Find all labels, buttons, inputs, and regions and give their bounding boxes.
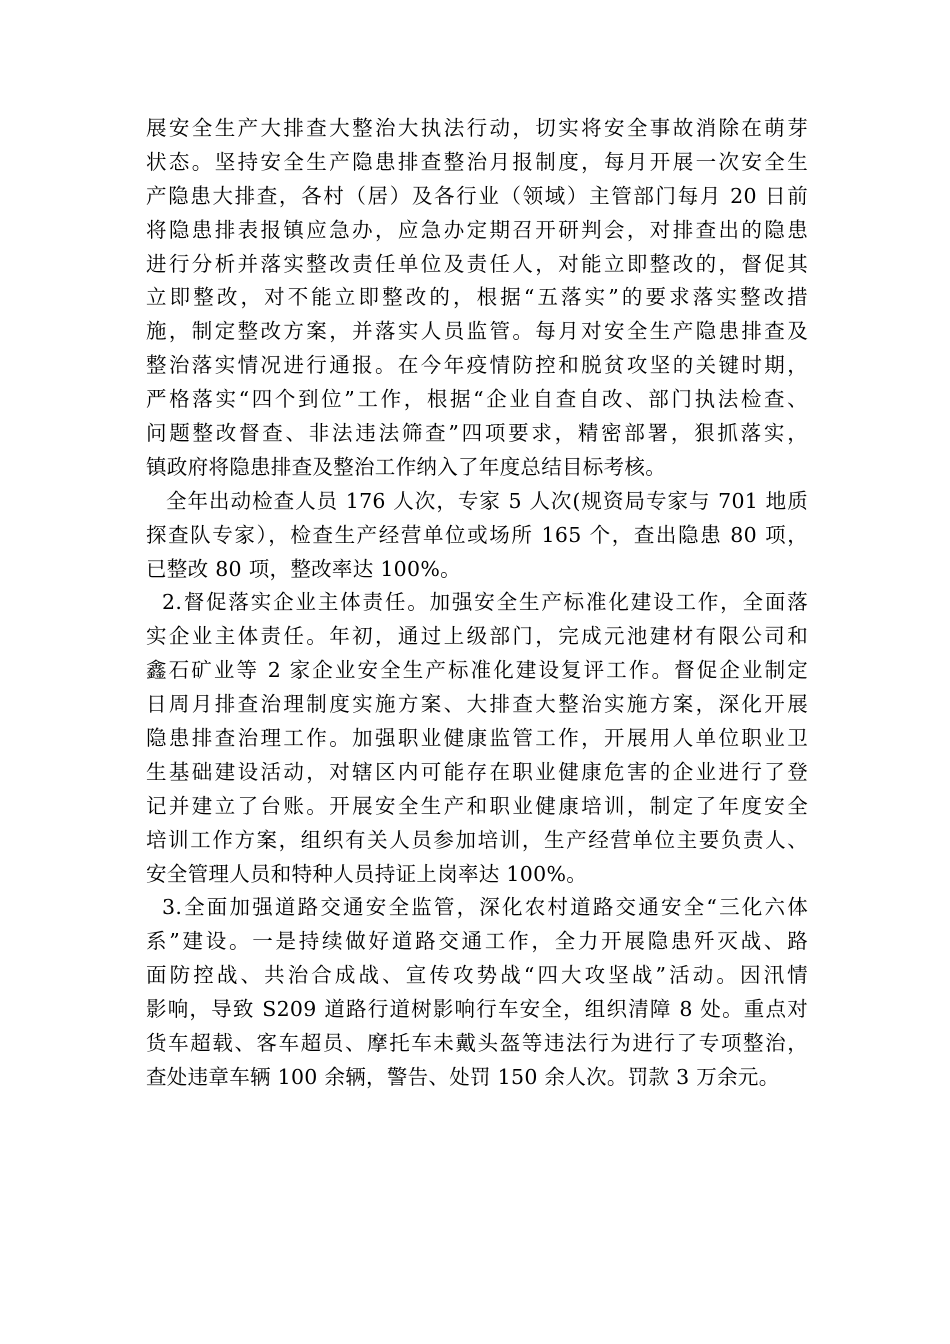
paragraph-enterprise-responsibility: [146, 586, 808, 891]
text-line: 施，制定整改方案，并落实人员监管。每月对安全生产隐患排查及: [146, 319, 808, 344]
text-line: 3.全面加强道路交通安全监管，深化农村道路交通安全“三化六体: [162, 895, 808, 920]
text-line: 状态。坚持安全生产隐患排查整治月报制度，每月开展一次安全生: [146, 149, 808, 174]
text-line: 探查队专家），检查生产经营单位或场所 165 个，查出隐患 80 项，: [146, 522, 808, 547]
text-line: 生基础建设活动，对辖区内可能存在职业健康危害的企业进行了登: [146, 759, 808, 784]
document-body: [146, 112, 808, 1095]
text-line: 面防控战、共治合成战、宣传攻势战“四大攻坚战”活动。因汛情: [146, 963, 808, 988]
text-line: 问题整改督查、非法违法筛查”四项要求，精密部署，狠抓落实，: [146, 421, 808, 446]
text-line: 展安全生产大排查大整治大执法行动，切实将安全事故消除在萌芽: [146, 116, 808, 140]
text-line: 严格落实“四个到位”工作，根据“企业自查自改、部门执法检查、: [146, 387, 808, 412]
text-line: 整治落实情况进行通报。在今年疫情防控和脱贫攻坚的关键时期，: [146, 353, 808, 378]
text-line: 记并建立了台账。开展安全生产和职业健康培训，制定了年度安全: [146, 793, 808, 818]
text-line: 隐患排查治理工作。加强职业健康监管工作，开展用人单位职业卫: [146, 726, 808, 751]
text-line: 将隐患排表报镇应急办，应急办定期召开研判会，对排查出的隐患: [146, 217, 808, 242]
text-line: 系”建设。一是持续做好道路交通工作，全力开展隐患歼灭战、路: [146, 929, 808, 954]
text-line: 鑫石矿业等 2 家企业安全生产标准化建设复评工作。督促企业制定: [146, 658, 808, 683]
paragraph-inspection-statistics: [146, 485, 808, 587]
text-line: 培训工作方案，组织有关人员参加培训，生产经营单位主要负责人、: [146, 827, 808, 852]
text-line: 全年出动检查人员 176 人次，专家 5 人次(规资局专家与 701 地质: [166, 488, 808, 513]
text-line: 日周月排查治理制度实施方案、大排查大整治实施方案，深化开展: [146, 692, 808, 717]
text-line: 已整改 80 项，整改率达 100%。: [146, 556, 461, 581]
text-line: 安全管理人员和特种人员持证上岗率达 100%。: [146, 861, 588, 886]
text-line: 2.督促落实企业主体责任。加强安全生产标准化建设工作，全面落: [162, 590, 808, 615]
text-line: 产隐患大排查，各村（居）及各行业（领域）主管部门每月 20 日前: [146, 183, 808, 208]
text-line: 实企业主体责任。年初，通过上级部门，完成元池建材有限公司和: [146, 624, 808, 649]
text-line: 进行分析并落实整改责任单位及责任人，对能立即整改的，督促其: [146, 251, 808, 276]
paragraph-road-traffic-safety: [146, 891, 808, 1094]
paragraph-hazard-inspection: [146, 112, 808, 485]
text-line: 镇政府将隐患排查及整治工作纳入了年度总结目标考核。: [146, 454, 666, 479]
text-line: 影响，导致 S209 道路行道树影响行车安全，组织清障 8 处。重点对: [146, 997, 808, 1022]
text-line: 查处违章车辆 100 余辆，警告、处罚 150 余人次。罚款 3 万余元。: [146, 1064, 780, 1089]
text-line: 货车超载、客车超员、摩托车未戴头盔等违法行为进行了专项整治，: [146, 1031, 808, 1056]
text-line: 立即整改，对不能立即整改的，根据“五落实”的要求落实整改措: [146, 285, 808, 310]
